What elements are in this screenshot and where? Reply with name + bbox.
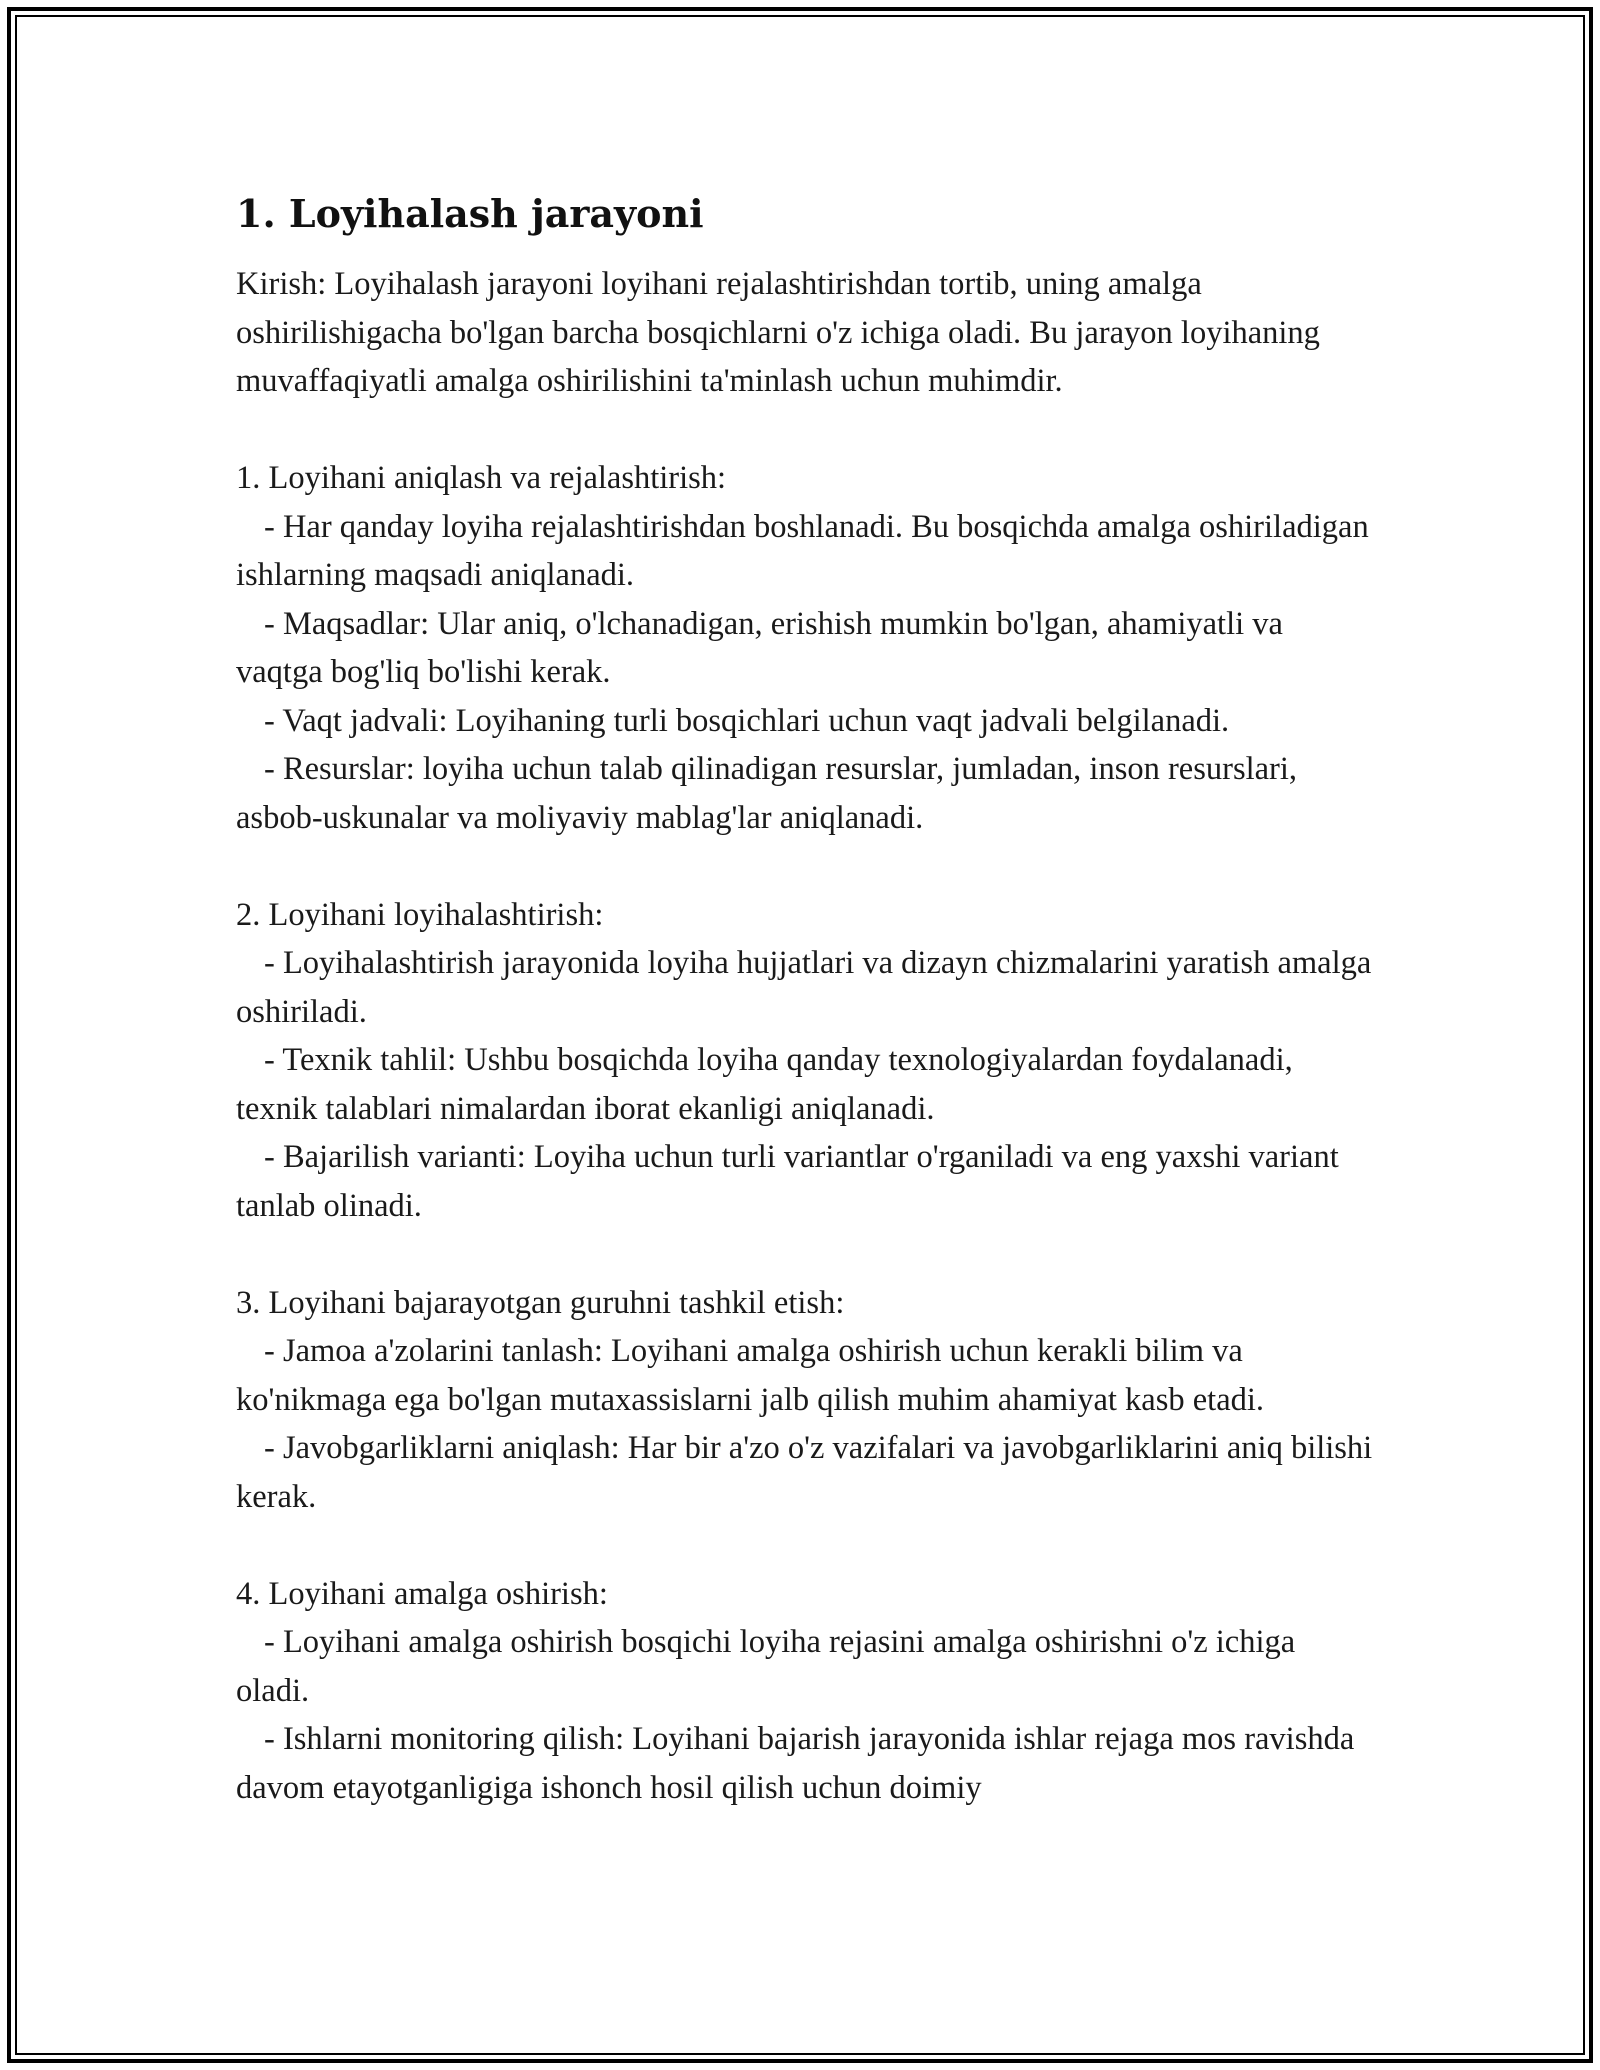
item-text: - Loyihani amalga oshirish bosqichi loyiha rejasini amalga oshirishni o'z ichiga oladi.: [236, 1624, 1304, 1709]
item-text: - Javobgarliklarni aniqlash: Har bir a'zo o'z vazifalari va javobgarliklarini aniq bilishi kerak.: [236, 1430, 1381, 1515]
section-3: [236, 1279, 1381, 1522]
section-item: [236, 1036, 1376, 1133]
section-spacer: [236, 1230, 1376, 1279]
section-4: [236, 1570, 1376, 1813]
document-title: 1. Loyihalash jarayoni: [236, 191, 704, 236]
item-text: - Texnik tahlil: Ushbu bosqichda loyiha qanday texnologiyalardan foydalanadi, texnik talablari nimalardan iborat ekanligi aniqlanadi.: [236, 1042, 1301, 1127]
section-heading: 2. Loyihani loyihalashtirish:: [236, 896, 604, 933]
document-text: [236, 406, 1381, 1813]
item-text: - Bajarilish varianti: Loyiha uchun turli variantlar o'rganiladi va eng yaxshi variant tanlab olinadi.: [236, 1139, 1347, 1224]
item-text: - Resurslar: loyiha uchun talab qilinadigan resurslar, jumladan, inson resurslari, asbob-uskunalar va moliyaviy mablag'lar aniqlanadi.: [236, 751, 1306, 836]
intro-paragraph: [236, 260, 1376, 406]
intro-text: Kirish: Loyihalash jarayoni loyihani rejalashtirishdan tortib, uning amalga oshirilishigacha bo'lgan barcha bosqichlarni o'z ichiga oladi. Bu jarayon loyihaning muvaffaqiyatli amalga oshirilishini ta'minlash uchun muhimdir.: [236, 266, 1329, 399]
section-item: [236, 939, 1380, 1036]
section-1: [236, 454, 1376, 842]
item-text: - Har qanday loyiha rejalashtirishdan boshlanadi. Bu bosqichda amalga oshiriladigan ishlarning maqsadi aniqlanadi.: [236, 508, 1377, 593]
section-item: [236, 697, 1376, 746]
section-item: [236, 1327, 1376, 1424]
item-text: - Vaqt jadvali: Loyihaning turli bosqichlari uchun vaqt jadvali belgilanadi.: [264, 702, 1230, 739]
section-item: [236, 1133, 1376, 1230]
section-item: [236, 600, 1376, 697]
item-text: - Ishlarni monitoring qilish: Loyihani bajarish jarayonida ishlar rejaga mos ravishda davom etayotganligiga ishonch hosil qilish uchun doimiy: [236, 1721, 1363, 1806]
document-body: [236, 186, 1381, 1812]
section-heading: 1. Loyihani aniqlash va rejalashtirish:: [236, 460, 727, 496]
item-text: - Maqsadlar: Ular aniq, o'lchanadigan, erishish mumkin bo'lgan, ahamiyatli va vaqtga bog'liq bo'lishi kerak.: [236, 605, 1292, 690]
item-text: - Jamoa a'zolarini tanlash: Loyihani amalga oshirish uchun kerakli bilim va ko'nikmaga ega bo'lgan mutaxassislarni jalb qilish muhim ahamiyat kasb etadi.: [236, 1333, 1265, 1418]
section-2: [236, 891, 1380, 1231]
section-spacer: [236, 406, 1376, 455]
item-text: - Loyihalashtirish jarayonida loyiha hujjatlari va dizayn chizmalarini yaratish amalga oshiriladi.: [236, 945, 1380, 1030]
section-item: [236, 1424, 1381, 1521]
section-spacer: [236, 842, 1376, 891]
section-heading: 3. Loyihani bajarayotgan guruhni tashkil etish:: [236, 1284, 845, 1321]
section-spacer: [236, 1521, 1376, 1570]
section-item: [236, 1715, 1376, 1812]
section-item: [236, 1618, 1376, 1715]
section-item: [236, 745, 1376, 842]
section-item: [236, 503, 1376, 600]
section-heading: 4. Loyihani amalga oshirish:: [236, 1575, 608, 1612]
